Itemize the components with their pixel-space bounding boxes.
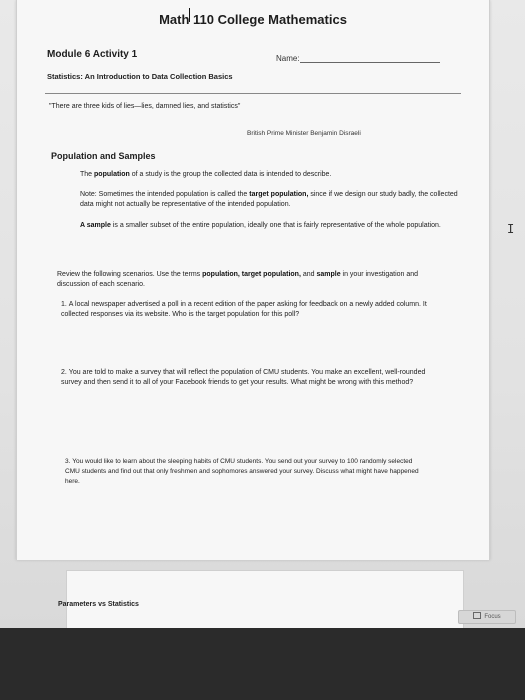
divider [45,93,461,94]
page-title: Math 110 College Mathematics [159,12,347,27]
quote-attribution: British Prime Minister Benjamin Disraeli [247,130,361,137]
module-label: Module 6 Activity 1 [47,49,138,60]
next-section-heading: Parameters vs Statistics [58,601,139,608]
question-1: 1. A local newspaper advertised a poll in a recent edition of the paper asking for feedback on a newly added column. It collected responses via its website. Who is the target population for this poll? [61,301,427,318]
note-paragraph: Note: Sometimes the intended population is called the target population, since if we design our study badly, the collected data might not actually be representative of the intended population. [80,191,458,208]
question-3: 3. You would like to learn about the sleeping habits of CMU students. You send out your survey to 100 randomly selected CMU students and find out that only freshmen and sophomores answered your survey. Discuss what might have happened here. [65,458,419,485]
section-heading: Population and Samples [51,151,156,161]
name-label: Name: [276,54,300,63]
name-line [300,62,440,63]
focus-button[interactable]: Focus [458,610,516,624]
document-page-2 [66,570,464,629]
sample-definition: A sample is a smaller subset of the entire population, ideally one that is fairly representative of the whole population. [80,222,441,229]
ibeam-cursor-icon: I [507,222,515,236]
quote: "There are three kids of lies—lies, damned lies, and statistics" [49,103,241,110]
subtitle: Statistics: An Introduction to Data Collection Basics [47,72,233,81]
document-page [16,0,490,560]
monitor-bezel [0,628,525,700]
focus-icon [473,612,481,619]
review-instructions: Review the following scenarios. Use the terms population, target population, and sample in your investigation and discussion of each scenario. [57,271,419,288]
population-definition: The population of a study is the group the collected data is intended to describe. [80,171,332,178]
question-2: 2. You are told to make a survey that will reflect the population of CMU students. You make an excellent, well-rounded survey and then send it to all of your Facebook friends to get your results. What might be wrong with this method? [61,369,426,386]
